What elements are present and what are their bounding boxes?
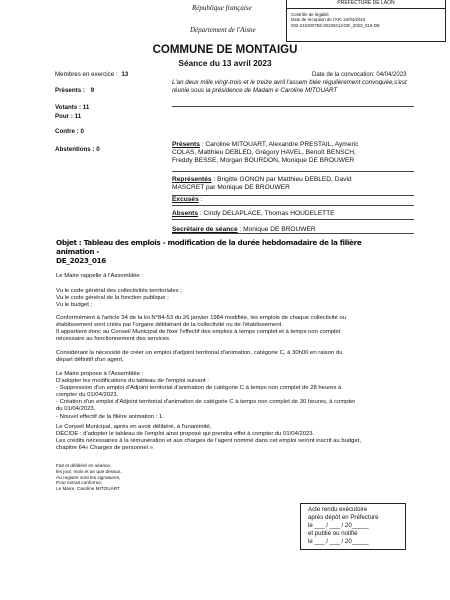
paragraph-line: Il appartient donc au Conseil Municipal de fixer l'effectif des emplois à temps complet et à temps non complet — [56, 329, 341, 336]
stamp-title: PREFECTURE DE LAON — [287, 0, 445, 9]
commune-title: COMMUNE DE MONTAIGU — [152, 44, 298, 56]
departement: Département de l'Aisne — [190, 26, 256, 34]
vu-item: Vu le budget ; — [56, 302, 93, 309]
paragraph-line: Considérant la nécessité de créer un emploi d'adjoint territorial d'animation, catégorie C, à 30h00 en raison du — [56, 350, 343, 356]
rappel-text: Le Maire rappelle à l'Assemblée : — [56, 273, 143, 279]
pour-count — [55, 113, 81, 120]
paragraph-line: D'adopter les modifications du tableau de l'emploi suivant : — [56, 378, 209, 385]
absents-label: Absents — [172, 210, 199, 217]
presents-line: COLAS, Matthieu DEBLED, Grégory HAVEL, Benoît BENSCH, — [172, 149, 356, 156]
presents-block — [172, 141, 412, 165]
prefecture-stamp — [286, 0, 446, 42]
vu-item: Vu le code général des collectivités territoriales ; — [56, 288, 182, 294]
excuses-label: Excusés — [172, 196, 199, 203]
membres-count — [55, 71, 128, 78]
acte-line: le ___ / ___ / 20_____ — [308, 538, 369, 545]
conformement-paragraph — [56, 315, 394, 343]
signoff-block — [56, 463, 122, 492]
representes-label: Représentés — [172, 176, 212, 183]
acte-line: après dépôt en Préfecture — [308, 514, 379, 521]
vu-item: Vu le code général de la fonction publique ; — [56, 295, 169, 302]
paragraph-line: Les crédits nécessaires à la rémunération et aux charges de l'agent nommé dans cet emploi seront inscrit au budget, — [56, 438, 361, 445]
paragraph-line: chapitre 64« Charges de personnel ». — [56, 445, 155, 452]
divider — [172, 205, 414, 206]
excuses-text: : — [198, 196, 203, 203]
stamp-line: Contrôle de légalité — [291, 12, 329, 17]
paragraph-line: - Création d'un emploi d'Adjoint territorial d'animation de catégorie C à temps non complet de 30 heures, à compter — [56, 399, 356, 406]
seance-date: Séance du 13 avril 2023 — [178, 58, 272, 68]
presents-label-heading: Présents — [172, 141, 200, 148]
paragraph-line: Le Conseil Municipal, après en avoir délibéré, à l'unanimité, — [56, 424, 212, 430]
paragraph-line: nécessaire au fonctionnement des services. — [56, 336, 171, 343]
proposition-block — [56, 371, 394, 421]
votants-count — [55, 104, 89, 111]
abstentions-label: Abstentions : — [55, 146, 95, 153]
stamp-line: 002-210200756-20230413-DE_2023_016-DE — [291, 22, 380, 28]
votants-value: 11 — [82, 104, 90, 111]
presents-count — [55, 87, 94, 94]
presents-value: 9 — [90, 87, 95, 94]
abstentions-count — [55, 146, 100, 153]
divider — [172, 233, 414, 234]
membres-label: Membres en exercice : — [55, 71, 118, 78]
abstentions-value: 0 — [96, 146, 100, 153]
absents-block — [172, 210, 412, 218]
presents-label: Présents : — [55, 87, 85, 94]
representes-line: : Brigitte GONON par Matthieu DEBLED, David — [211, 176, 352, 183]
signoff-line: Le Maire, Caroline MITOUART — [56, 486, 120, 492]
paragraph-line: Conformément à l'article 34 de la loi N°84-53 du 26 janvier 1984 modifiée, les emplois de chaque collectivité ou — [56, 315, 346, 321]
secretaire-label: Secrétaire de séance — [172, 226, 238, 233]
objet-line: Objet : Tableau des emplois - modification de la durée hebdomadaire de la filière animation - — [56, 238, 362, 256]
paragraph-line: départ définitif d'un agent, — [56, 357, 124, 364]
signoff-line: les jour, mois et an que dessus, — [56, 468, 122, 474]
presents-line: : Caroline MITOUART, Alexandre PRESTAIL, Aymeric — [199, 141, 359, 148]
representes-block — [172, 176, 412, 192]
pour-value: 11 — [74, 113, 82, 120]
acte-line: Acte rendu exécutoire — [308, 506, 368, 513]
signoff-line: Pour extrait conforme, — [56, 480, 103, 486]
secretaire-text: : Monique DE BROUWER — [237, 226, 316, 233]
divider — [172, 171, 414, 172]
absents-text: : Cindy DELAPLACE, Thomas HOUDELETTE — [198, 210, 335, 217]
contre-count — [55, 128, 84, 135]
republique-francaise: République française — [192, 4, 252, 12]
paragraph-line: Le Maire propose à l'Assemblée : — [56, 371, 144, 377]
contre-value: 0 — [80, 128, 84, 135]
divider — [172, 219, 414, 220]
objet-line: DE_2023_016 — [56, 256, 107, 265]
decision-block — [56, 424, 394, 452]
paragraph-line: compter du 01/04/2023. — [56, 392, 119, 399]
paragraph-line: DÉCIDE : d'adopter le tableau de l'emploi ainsi proposé qui prendra effet à compter du 01/04/2023. — [56, 431, 315, 438]
convocation-date: Date de la convocation: 04/04/2023 — [312, 72, 407, 78]
acte-line: le ___ / ___ / 20_____ — [308, 522, 369, 529]
signoff-line: Au registre sont les signatures, — [56, 474, 121, 480]
votants-label: Votants : — [55, 104, 82, 111]
vu-list — [56, 288, 394, 309]
considerant-paragraph — [56, 350, 394, 364]
contre-label: Contre : — [55, 128, 79, 135]
paragraph-line: - Nouvel effectif de la filière animation : 1. — [56, 413, 164, 420]
acte-executoire-box — [300, 503, 406, 550]
divider — [172, 106, 414, 107]
pour-label: Pour : — [55, 113, 73, 120]
intro-text: L'an deux mille vingt-trois et le treize avril l'assem blée régulièrement convoquée,s'est réunie sous la présidence de Madam e Caroline MITOUART — [172, 79, 407, 94]
paragraph-line: - Suppression d'un emploi d'Adjoint territorial d'animation de catégorie C à temps non complet de 28 heures à — [56, 385, 342, 392]
acte-line: et publié ou notifié — [308, 530, 358, 537]
paragraph-line: établissement sont créés par l'organe délibérant de la collectivité ou de l'établissement. — [56, 322, 283, 329]
paragraph-line: du 01/04/2023, — [56, 406, 96, 413]
signoff-line: Fait et délibéré en séance, — [56, 463, 112, 468]
presents-line: Freddy BESSE, Morgan BOURDON, Monique DE BROUWER — [172, 157, 355, 164]
membres-value: 13 — [121, 71, 129, 78]
excuses-block — [172, 196, 412, 204]
stamp-line: Date de réception de l'AR: 24/04/2023 — [291, 17, 366, 23]
representes-line: MASCRET par Monique DE BROUWER — [172, 184, 290, 191]
objet-heading — [56, 238, 401, 265]
